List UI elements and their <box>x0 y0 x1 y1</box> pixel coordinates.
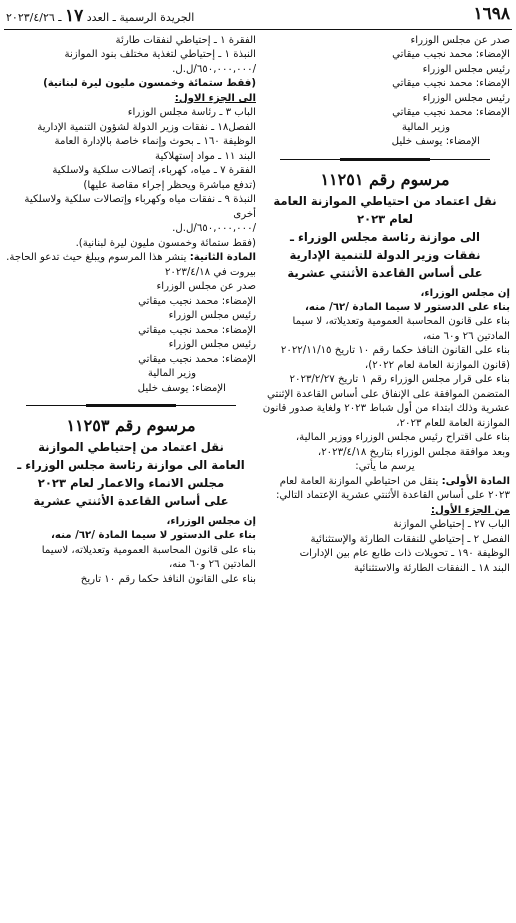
amount-figure: /٦٥٠,٠٠٠,٠٠٠/ل.ل. <box>172 223 256 235</box>
preamble-line: بناء على القانون النافذ حكما رقم ١٠ تاريخ ٢٠٢٢/١١/١٥ (قانون الموازنة العامة لعام ٢٠٢٢)، <box>280 345 510 371</box>
page-number: ١٦٩٨ <box>473 4 510 24</box>
decree-subtitle-line: نقل اعتماد من إحتياطي الموازنة <box>38 439 224 454</box>
preamble-line: إن مجلس الوزراء، <box>166 515 256 527</box>
preamble-line: بناء على الدستور لا سيما المادة /٦٢/ منه، <box>305 302 510 313</box>
sig-line: وزير المالية <box>401 121 450 133</box>
preamble-line: بناء على قانون المحاسبة العمومية وتعديلاته، لاسيما المادتين ٢٦ و٦٠ منه، <box>41 544 256 571</box>
header-rule <box>4 29 512 30</box>
preamble-line: بناء على اقتراح رئيس مجلس الوزراء ووزير المالية، <box>295 432 510 444</box>
item-line: الفقرة ١ ـ إحتياطي لنفقات طارئة <box>115 35 256 46</box>
section-separator <box>6 400 256 410</box>
item-line: الباب ٢٧ ـ إحتياطي الموازنة <box>393 519 510 531</box>
article-one <box>260 475 510 504</box>
part-from-heading: من الجزء الأول: <box>430 504 510 516</box>
decree-number: مرسوم رقم ١١٢٥١ <box>320 169 450 189</box>
amount-words: (فقط ستمائة وخمسون مليون ليرة لبنانية). <box>75 237 256 249</box>
sig-line: الإمضاء: يوسف خليل <box>391 136 480 148</box>
page-header <box>4 4 512 26</box>
article-two-text: ينشر هذا المرسوم ويبلغ حيث تدعو الحاجة. <box>6 252 187 264</box>
article-one-label: المادة الأولى: <box>441 475 510 487</box>
sig-line: صدر عن مجلس الوزراء <box>410 35 510 46</box>
sig-line: الإمضاء: محمد نجيب ميقاتي <box>392 107 510 119</box>
issue-number: ١٧ <box>65 6 84 26</box>
preamble-line: بناء على قانون المحاسبة العمومية وتعديلاته، لا سيما المادتين ٢٦ و٦٠ منه، <box>292 316 510 342</box>
sig-line: الإمضاء: محمد نجيب ميقاتي <box>392 49 510 61</box>
item-line: البند ١٨ ـ النفقات الطارئة والاستثنائية <box>354 562 510 574</box>
left-column <box>6 34 256 917</box>
decree-heading <box>6 414 256 511</box>
section-separator <box>260 154 510 164</box>
journal-title <box>6 6 194 26</box>
preamble-line: يرسم ما يأتي: <box>355 461 415 473</box>
sig-line: رئيس مجلس الوزراء <box>168 339 256 351</box>
right-column <box>260 34 510 917</box>
decree-subtitle-line: الى موازنة رئاسة مجلس الوزراء ـ <box>290 229 480 244</box>
decree-heading <box>260 168 510 283</box>
item-line: الوظيفة ١٩٠ ـ تحويلات ذات طابع عام بين الإدارات <box>299 548 510 560</box>
sig-line: الإمضاء: محمد نجيب ميقاتي <box>138 353 256 365</box>
decree-subtitle-line: نقل اعتماد من احتياطي الموازنة العامة <box>273 193 497 208</box>
preamble-line: بناء على الدستور لا سيما المادة /٦٢/ منه، <box>51 530 256 542</box>
preamble-line: وبعد موافقة مجلس الوزراء بتاريخ ٢٠٢٣/٤/١٨، <box>317 446 510 458</box>
item-line: الوظيفة ١٦٠ ـ بحوث وإنماء خاصة بالإدارة العامة <box>54 136 256 148</box>
article-two-label: المادة الثانية: <box>189 252 256 264</box>
item-line: الفقرة ٧ ـ مياه، كهرباء، إتصالات سلكية ولاسلكية <box>52 165 256 177</box>
decree-subtitle-line: لعام ٢٠٢٣ <box>356 211 414 226</box>
item-line: النبذة ١ ـ إحتياطي لتغذية مختلف بنود الموازنة <box>64 49 256 61</box>
sig-line: رئيس مجلس الوزراء <box>422 63 510 75</box>
amount-figure: /٦٥٠,٠٠٠,٠٠٠/ل.ل. <box>172 63 256 75</box>
item-line: الفصل١٨ ـ نفقات وزير الدولة لشؤون التنمية الإدارية <box>37 121 256 133</box>
sig-line: الإمضاء: محمد نجيب ميقاتي <box>138 324 256 336</box>
amount-words: (فقط ستمائة وخمسون مليون ليرة لبنانية) <box>43 78 256 90</box>
decree-subtitle-line: العامة الى موازنة رئاسة مجلس الوزراء ـ <box>17 457 245 472</box>
issue-date: ـ ٢٠٢٣/٤/٢٦ <box>6 11 62 24</box>
item-line: النبذة ٩ ـ نفقات مياه وكهرباء وإتصالات سلكية ولاسلكية أخرى <box>24 194 256 220</box>
article-two <box>6 251 256 265</box>
sig-line: الإمضاء: محمد نجيب ميقاتي <box>392 78 510 90</box>
article-one-text: ينقل من احتياطي الموازنة العامة لعام ٢٠٢٣ على أساس القاعدة الأثنتي عشرية الإعتماد التالي: <box>275 475 510 502</box>
place-date: بيروت في ٢٠٢٣/٤/١٨ <box>164 266 256 278</box>
preamble-line: بناء على القانون النافذ حكما رقم ١٠ تاريخ <box>80 573 256 585</box>
journal-name: الجريدة الرسمية ـ العدد <box>86 11 195 24</box>
decree-subtitle-line: نفقات وزير الدولة للتنمية الإدارية <box>289 247 481 262</box>
item-line: البند ١١ ـ مواد إستهلاكية <box>154 150 256 162</box>
sig-line: رئيس مجلس الوزراء <box>422 92 510 104</box>
preamble-line: إن مجلس الوزراء، <box>420 287 510 299</box>
sig-line: الإمضاء: يوسف خليل <box>137 382 226 394</box>
decree-number: مرسوم رقم ١١٢٥٣ <box>66 416 196 436</box>
sig-line: وزير المالية <box>147 368 196 380</box>
preamble-line: بناء على قرار مجلس الوزراء رقم ١ تاريخ ٢٠٢٣/٢/٢٧ المتضمن الموافقة على الإنفاق على أساس القاعدة الإثنتي عشرية وذلك ابتداء من أول شباط ٢٠٢٣ ولغاية صدور قانون الموازنة العامة للعام ٢٠٢٣، <box>262 374 510 429</box>
part-to-heading: الى الجزء الاول: <box>174 92 256 104</box>
item-line: الفصل ٢ ـ إحتياطي للنفقات الطارئة والإستثنائية <box>310 533 510 545</box>
decree-subtitle-line: مجلس الانماء والاعمار لعام ٢٠٢٣ <box>37 475 225 490</box>
sig-line: الإمضاء: محمد نجيب ميقاتي <box>138 295 256 307</box>
decree-subtitle-line: على أساس القاعدة الأثنتي عشرية <box>33 493 229 508</box>
sig-line: صدر عن مجلس الوزراء <box>156 281 256 293</box>
item-line: الباب ٣ ـ رئاسة مجلس الوزراء <box>127 107 256 119</box>
item-line: (تدفع مباشرة ويحظر إجراء مقاصة عليها) <box>83 179 256 191</box>
decree-subtitle-line: على أساس القاعدة الأثنتي عشرية <box>287 265 483 280</box>
sig-line: رئيس مجلس الوزراء <box>168 310 256 322</box>
